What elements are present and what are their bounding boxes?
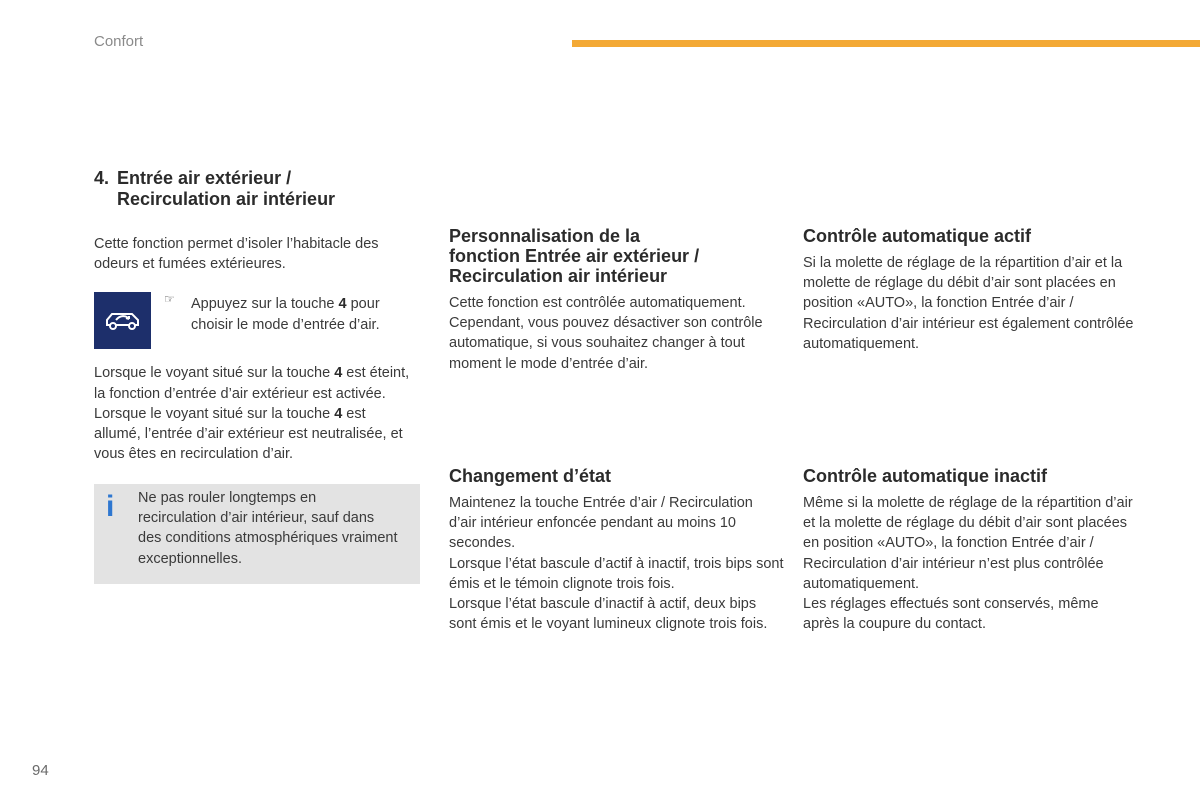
header-accent-bar xyxy=(572,40,1200,47)
personalisation-heading-line2: fonction Entrée air extérieur / xyxy=(449,246,700,266)
page-number: 94 xyxy=(32,762,49,779)
personalisation-heading xyxy=(449,226,784,286)
status-on-key: 4 xyxy=(334,405,343,422)
instruction-row xyxy=(94,292,414,351)
personalisation-section xyxy=(449,226,784,374)
status-on-pre: Lorsque le voyant situé sur la touche xyxy=(94,405,335,422)
instruction-post: pour choisir le mode d’entrée d’air. xyxy=(191,296,380,333)
personalisation-heading-line3: Recirculation air intérieur xyxy=(449,266,668,286)
status-off-post: est éteint, la fonction d’entrée d’air extérieur est activée. xyxy=(94,365,410,402)
info-text: Ne pas rouler longtemps en recirculation d’air intérieur, sauf dans des conditions atmosphériques vraiment exceptionnelles. xyxy=(138,490,398,567)
air-intake-section xyxy=(94,168,414,464)
personalisation-body: Cette fonction est contrôlée automatiquement. Cependant, vous pouvez désactiver son contrôle automatique, si vous souhaitez changer à tout moment le mode d’entrée d’air. xyxy=(449,295,763,372)
state-change-para3: Lorsque l’état bascule d’inactif à actif, deux bips sont émis et le voyant lumineux clignote trois fois. xyxy=(449,596,768,633)
auto-active-section xyxy=(803,226,1138,354)
auto-active-heading: Contrôle automatique actif xyxy=(803,226,1032,246)
status-on-text xyxy=(94,404,414,465)
state-change-para2: Lorsque l’état bascule d’actif à inactif, trois bips sont émis et le témoin clignote trois fois. xyxy=(449,555,784,592)
auto-inactive-section xyxy=(803,466,1138,634)
state-change-heading: Changement d’état xyxy=(449,466,612,486)
instruction-key: 4 xyxy=(338,296,347,313)
section-title-line2: Recirculation air intérieur xyxy=(117,189,336,209)
section-label: Confort xyxy=(94,33,144,50)
personalisation-heading-line1: Personnalisation de la xyxy=(449,226,641,246)
auto-inactive-heading: Contrôle automatique inactif xyxy=(803,466,1048,486)
info-box xyxy=(94,484,420,584)
instruction-text xyxy=(191,294,411,334)
pointing-hand-icon: ☞ xyxy=(164,292,175,307)
state-change-para1: Maintenez la touche Entrée d’air / Recirculation d’air intérieur enfoncée pendant au moins 10 secondes. xyxy=(449,495,753,552)
air-recirculation-icon xyxy=(94,292,151,349)
auto-inactive-para1: Même si la molette de réglage de la répartition d’air et la molette de réglage du débit d’air sont placées en position «AUTO», la fonction Entrée d’air / Recirculation d’air intérieur n’est plus contrôlée automatiquement. xyxy=(803,495,1133,592)
section-number: 4. xyxy=(94,168,110,188)
section-title-line1: Entrée air extérieur / xyxy=(117,168,292,188)
status-off-text xyxy=(94,363,414,403)
status-off-key: 4 xyxy=(334,365,343,382)
section-title xyxy=(94,168,414,210)
status-on-post: est allumé, l’entrée d’air extérieur est neutralisée, et vous êtes en recirculation d’air. xyxy=(94,405,403,463)
auto-inactive-para2: Les réglages effectués sont conservés, même après la coupure du contact. xyxy=(803,596,1099,633)
intro-text: Cette fonction permet d’isoler l’habitacle des odeurs et fumées extérieures. xyxy=(94,236,379,273)
instruction-pre: Appuyez sur la touche xyxy=(191,296,339,313)
info-icon: i xyxy=(106,490,115,523)
state-change-section xyxy=(449,466,784,634)
status-off-pre: Lorsque le voyant situé sur la touche xyxy=(94,365,335,382)
auto-active-body: Si la molette de réglage de la répartition d’air et la molette de réglage du débit d’air sont placées en position «AUTO», la fonction Entrée d’air / Recirculation d’air intérieur est également contrôlée automatiquement. xyxy=(803,255,1134,352)
